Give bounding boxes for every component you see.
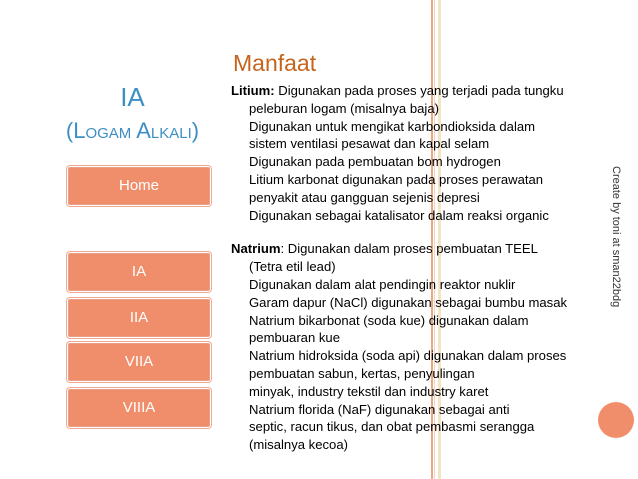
natrium-line-8: minyak, industry tekstil dan industry karet xyxy=(249,383,489,399)
natrium-line-9: Natrium florida (NaF) digunakan sebagai anti xyxy=(249,401,510,417)
page-subtitle xyxy=(0,114,265,148)
natrium-line-5: pembuaran kue xyxy=(249,330,340,346)
decorative-circle xyxy=(598,402,634,438)
subtitle-text: (Logam Alkali) xyxy=(65,118,200,143)
natrium-line-4: Natrium bikarbonat (soda kue) digunakan dalam xyxy=(249,312,529,328)
natrium-section xyxy=(231,240,611,454)
litium-line-2: Digunakan untuk mengikat karbondioksida dalam xyxy=(249,118,536,134)
litium-line-1: peleburan logam (misalnya baja) xyxy=(249,100,439,116)
natrium-label: Natrium xyxy=(231,241,281,257)
litium-text-0: Digunakan pada proses yang terjadi pada tungku xyxy=(278,83,564,98)
natrium-line-6: Natrium hidroksida (soda api) digunakan dalam proses xyxy=(249,348,567,364)
natrium-line-1: (Tetra etil lead) xyxy=(249,259,336,275)
litium-line-0 xyxy=(231,82,611,100)
page-title: IA xyxy=(120,82,145,112)
nav-button-viiia[interactable]: VIIIA xyxy=(68,389,210,427)
litium-line-5: Litium karbonat digunakan pada proses perawatan xyxy=(249,171,544,187)
litium-line-6: penyakit atau gangguan sejenis depresi xyxy=(249,189,480,205)
natrium-line-7: pembuatan sabun, kertas, penyulingan xyxy=(249,365,475,381)
section-heading: Manfaat xyxy=(233,50,317,76)
natrium-line-3: Garam dapur (NaCl) digunakan sebagai bumbu masak xyxy=(249,294,568,310)
natrium-line-2: Digunakan dalam alat pendingin reaktor nuklir xyxy=(249,276,516,292)
home-button[interactable]: Home xyxy=(68,167,210,205)
litium-section xyxy=(231,82,611,224)
litium-label: Litium: xyxy=(231,83,275,98)
nav-button-iia[interactable]: IIA xyxy=(68,299,210,337)
nav-button-ia[interactable]: IA xyxy=(68,253,210,291)
content-body xyxy=(231,82,611,454)
natrium-line-11: (misalnya kecoa) xyxy=(249,437,348,453)
natrium-text-0: : Digunakan dalam proses pembuatan TEEL xyxy=(280,241,538,257)
litium-line-4: Digunakan pada pembuatan bom hydrogen xyxy=(249,154,501,170)
natrium-line-0 xyxy=(231,240,611,258)
litium-line-3: sistem ventilasi pesawat dan kapal selam xyxy=(249,136,490,152)
litium-line-7: Digunakan sebagai katalisator dalam reaksi organic xyxy=(249,207,549,223)
credit-text: Create by toni at sman22bdg xyxy=(610,166,622,308)
natrium-line-10: septic, racun tikus, dan obat pembasmi serangga xyxy=(249,419,535,435)
nav-button-viia[interactable]: VIIA xyxy=(68,343,210,381)
